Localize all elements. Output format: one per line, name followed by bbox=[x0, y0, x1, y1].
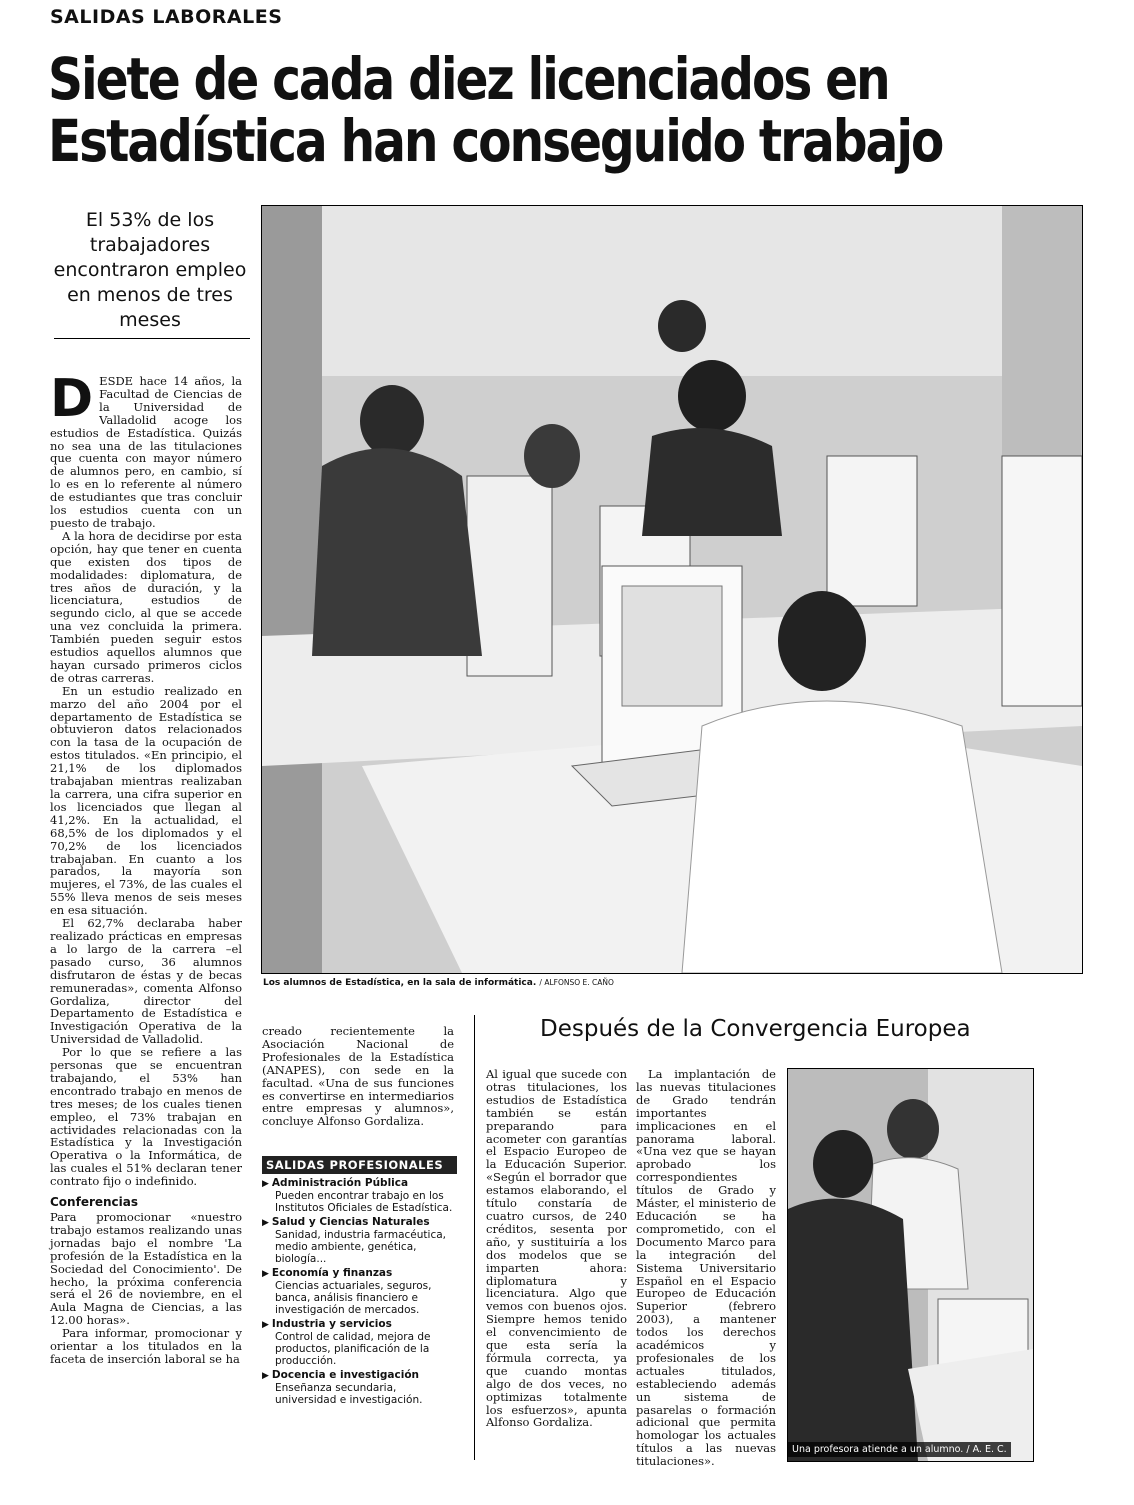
article-paragraph-3: En un estudio realizado en marzo del año 2004 por el departamento de Estadística se obtuvieron datos relacionados con la tasa de la ocupación de estos titulados. «En principio, el 21,1% de los diplomados trabajaban mientras realizaban la carrera, una cifra superior en los licenciados que llegan al 41,2%. En la actualidad, el 68,5% de los diplomados y el 70,2% de los licenciados trabajaban. En cuanto a los parados, la mayoría son mujeres, el 73%, de las cuales el 55% lleva menos de seis meses en esa situación. bbox=[50, 683, 242, 918]
headline bbox=[48, 45, 943, 175]
article-paragraph-4: El 62,7% declaraba haber realizado prácticas en empresas a lo largo de la carrera –el pasado curso, 36 alumnos disfrutaron de éstas y de becas remuneradas», comenta Alfonso Gordaliza, director del Departamento de Estadística e Investigación Operativa de la Universidad de Valladolid. bbox=[50, 916, 242, 1047]
triangle-icon: ▶ bbox=[262, 1179, 269, 1189]
headline-line-2: Estadística han conseguido trabajo bbox=[48, 107, 943, 175]
box-item: ▶ Economía y finanzas Ciencias actuariales, seguros, banca, análisis financiero e investigación de mercados. bbox=[262, 1267, 432, 1316]
article-paragraph-7: Para informar, promocionar y orientar a los titulados en la faceta de inserción laboral se ha bbox=[50, 1326, 242, 1366]
subhead: El 53% de los trabajadores encontraron empleo en menos de tres meses bbox=[53, 209, 247, 331]
secondary-photo-caption: Una profesora atiende a un alumno. / A. E. C. bbox=[788, 1442, 1011, 1457]
main-photo-caption-text: Los alumnos de Estadística, en la sala de informática. bbox=[263, 978, 537, 988]
triangle-icon: ▶ bbox=[262, 1371, 269, 1381]
triangle-icon: ▶ bbox=[262, 1269, 269, 1279]
main-photo-caption bbox=[263, 978, 963, 988]
salidas-profesionales-box bbox=[262, 1156, 457, 1406]
triangle-icon: ▶ bbox=[262, 1218, 269, 1228]
triangle-icon: ▶ bbox=[262, 1320, 269, 1330]
subheading-conferencias: Conferencias bbox=[50, 1195, 139, 1210]
box-item: ▶ Salud y Ciencias Naturales Sanidad, industria farmacéutica, medio ambiente, genética, biología... bbox=[262, 1216, 446, 1265]
box-item: ▶ Docencia e investigación Enseñanza secundaria, universidad e investigación. bbox=[262, 1369, 423, 1406]
box-items bbox=[262, 1177, 457, 1406]
article-paragraph-2: A la hora de decidirse por esta opción, hay que tener en cuenta que existen dos tipos de modalidades: diplomatura, de tres años de duración, y la licenciatura, estudios de segundo ciclo, al que se accede una vez concluida la primera. También pueden seguir estos estudios aquellos alumnos que hayan cursado primeros ciclos de otras carreras. bbox=[50, 528, 242, 685]
convergencia-divider bbox=[474, 1015, 475, 1460]
main-photo bbox=[261, 205, 1083, 974]
box-item: ▶ Industria y servicios Control de calidad, mejora de productos, planificación de la producción. bbox=[262, 1318, 431, 1367]
article-paragraph-6: Para promocionar «nuestro trabajo estamos realizando unas jornadas bajo el nombre 'La profesión de la Estadística en la Sociedad del Conocimiento'. De hecho, la próxima conferencia será el 26 de noviembre, en el Aula Magna de Ciencias, a las 12.00 horas». bbox=[50, 1210, 242, 1328]
main-photo-credit: / ALFONSO E. CAÑO bbox=[539, 978, 614, 987]
secondary-photo bbox=[787, 1068, 1034, 1462]
box-item: ▶ Administración Pública Pueden encontrar trabajo en los Institutos Oficiales de Estadística. bbox=[262, 1177, 453, 1214]
article-paragraph-1: DESDE hace 14 años, la Facultad de Ciencias de la Universidad de Valladolid acoge los estudios de Estadística. Quizás no sea una de las titulaciones que cuenta con mayor número de alumnos pero, en cambio, sí lo es en lo referente al número de estudiantes que tras concluir los estudios cuenta con un puesto de trabajo. bbox=[50, 369, 242, 530]
article-paragraph-8: creado recientemente la Asociación Nacional de Profesionales de la Estadística (ANAPES), con sede en la facultad. «Una de sus funciones es convertirse en intermediarios entre empresas y alumnos», concluye Alfonso Gordaliza. bbox=[262, 1024, 454, 1129]
article-column-1 bbox=[50, 369, 242, 1366]
convergencia-title: Después de la Convergencia Europea bbox=[540, 1016, 971, 1042]
convergencia-column-b: La implantación de las nuevas titulaciones de Grado tendrán importantes implicaciones en el panorama laboral. «Una vez que se hayan aprobado los correspondientes títulos de Grado y Máster, el ministerio de Educación se ha comprometido, con el Documento Marco para la integración del Sistema Universitario Español en el Espacio Europeo de Educación Superior (febrero 2003), a mantener todos los derechos académicos y profesionales de los actuales titulados, estableciendo además un sistema de pasarelas o formación adicional que permita homologar los actuales títulos a las nuevas titulaciones». bbox=[636, 1067, 776, 1469]
article-paragraph-5: Por lo que se refiere a las personas que se encuentran trabajando, el 53% han encontrado trabajo en menos de tres meses; de los cuales tienen empleo, el 73% trabajan en actividades relacionadas con la Estadística y la Investigación Operativa o la Informática, de las cuales el 51% declaran tener contrato fijo o indefinido. bbox=[50, 1045, 242, 1189]
convergencia-column-a: Al igual que sucede con otras titulaciones, los estudios de Estadística también se están preparando para acometer con garantías el Espacio Europeo de la Educación Superior. «Según el borrador que estamos elaborando, el título constaría de cuatro cursos, de 240 créditos, sesenta por año, y sustituiría a los dos modelos que se imparten ahora: diplomatura y licenciatura. Algo que vemos con buenos ojos. Siempre hemos tenido el convencimiento de que esta sería la fórmula correcta, ya que cuando montas algo de dos veces, no optimizas totalmente los esfuerzos», apunta Alfonso Gordaliza. bbox=[486, 1067, 627, 1430]
headline-line-1: Siete de cada diez licenciados en bbox=[48, 45, 889, 113]
dropcap: D bbox=[50, 369, 94, 429]
section-label: SALIDAS LABORALES bbox=[50, 6, 283, 28]
box-title: SALIDAS PROFESIONALES bbox=[262, 1156, 457, 1174]
subhead-rule bbox=[54, 338, 250, 339]
article-column-2 bbox=[262, 1025, 454, 1128]
